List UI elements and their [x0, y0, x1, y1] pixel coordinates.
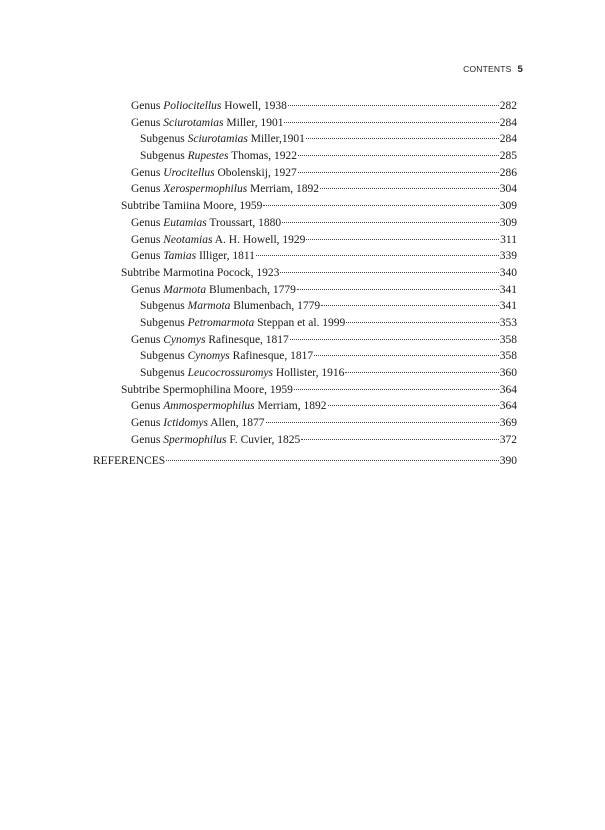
toc-entry-prefix: Subtribe Tamiina Moore, 1959 — [121, 200, 263, 213]
toc-entry[interactable] — [93, 315, 517, 332]
toc-entry[interactable] — [93, 215, 517, 232]
toc-entry[interactable] — [93, 432, 517, 449]
toc-entry-authority: A. H. Howell, 1929 — [212, 233, 306, 246]
dot-leader — [290, 339, 499, 340]
toc-entry-page: 282 — [499, 100, 517, 112]
toc-entry-title — [140, 131, 305, 148]
dot-leader — [280, 272, 498, 273]
toc-entry[interactable] — [93, 98, 517, 115]
toc-entry[interactable] — [93, 332, 517, 349]
toc-entry-prefix: Genus — [131, 116, 164, 129]
toc-entry-prefix: Genus — [131, 183, 164, 196]
dot-leader — [282, 222, 499, 223]
toc-entry-prefix: Genus — [131, 333, 164, 346]
toc-entry-title — [93, 453, 165, 470]
toc-entry[interactable] — [93, 131, 517, 148]
toc-entry[interactable] — [93, 382, 517, 399]
toc-entry-prefix: Genus — [131, 250, 164, 263]
toc-entry-taxon: Spermophilus — [163, 433, 227, 446]
toc-entry-title — [131, 115, 283, 132]
toc-entry-title — [140, 148, 297, 165]
toc-entry-prefix: Subtribe Marmotina Pocock, 1923 — [121, 266, 280, 279]
toc-entry-title — [131, 415, 265, 432]
toc-entry-authority: Blumenbach, 1779 — [230, 300, 321, 313]
toc-entry-taxon: Urocitellus — [163, 166, 215, 179]
toc-entry-title — [131, 215, 281, 232]
toc-entry-page: 284 — [499, 116, 517, 129]
toc-entry-page: 284 — [499, 133, 517, 146]
toc-entry-page: 339 — [499, 250, 517, 263]
toc-entry[interactable] — [93, 348, 517, 365]
dot-leader — [306, 239, 499, 240]
toc-entry[interactable] — [93, 365, 517, 382]
toc-entry-prefix: Subgenus — [140, 316, 188, 329]
toc-entry-prefix: Genus — [131, 417, 164, 430]
dot-leader — [263, 205, 498, 206]
toc-entry-title — [140, 348, 313, 365]
toc-entry-taxon: Xerospermophilus — [163, 183, 248, 196]
dot-leader — [298, 172, 499, 173]
toc-entry[interactable] — [93, 181, 517, 198]
toc-entry-title — [131, 181, 319, 198]
toc-entry-title — [131, 232, 305, 249]
dot-leader — [297, 289, 499, 290]
toc-entry-title — [121, 382, 293, 399]
running-header — [463, 64, 523, 75]
toc-entry-page: 341 — [499, 300, 517, 313]
toc-entry-prefix: Subgenus — [140, 367, 188, 379]
toc-entry-title — [140, 365, 344, 382]
toc-entry-prefix: Genus — [131, 283, 164, 296]
dot-leader — [314, 355, 499, 356]
toc-entry-page: 372 — [499, 433, 517, 446]
toc-entry-page: 285 — [499, 150, 517, 163]
toc-entry-prefix: Subgenus — [140, 300, 188, 313]
toc-entry-title — [131, 432, 300, 449]
toc-entry[interactable] — [93, 248, 517, 265]
toc-entry-authority: Obolenskij, 1927 — [214, 166, 297, 179]
toc-entry-title — [131, 98, 287, 115]
toc-entry-title — [131, 248, 255, 265]
toc-entry-page: 364 — [499, 400, 517, 413]
toc-entry-title — [131, 282, 296, 299]
toc-entry-authority: Allen, 1877 — [207, 417, 265, 430]
toc-entry-authority: Miller, 1901 — [223, 116, 284, 129]
toc-entry-prefix: Genus — [131, 433, 164, 446]
toc-entry[interactable] — [93, 198, 517, 215]
toc-entry-authority: Blumenbach, 1779 — [206, 283, 296, 296]
toc-entry-title — [131, 165, 297, 182]
toc-entry-taxon: Leucocrossuromys — [187, 367, 274, 379]
toc-entry-page: 364 — [499, 383, 517, 396]
toc-entry-prefix: Subgenus — [140, 350, 188, 363]
table-of-contents — [93, 98, 517, 470]
toc-entry-prefix: Genus — [131, 100, 164, 112]
toc-entry-taxon: Petromarmota — [187, 316, 255, 329]
dot-leader — [288, 105, 499, 106]
toc-entry-page: 340 — [499, 266, 517, 279]
dot-leader — [321, 305, 499, 306]
toc-entry-taxon: Ictidomys — [163, 417, 208, 430]
toc-entry-taxon: Ammospermophilus — [163, 400, 255, 413]
dot-leader — [266, 422, 499, 423]
dot-leader — [298, 155, 499, 156]
toc-entry[interactable] — [93, 282, 517, 299]
toc-entry-authority: Merriam, 1892 — [254, 400, 327, 413]
toc-entry-authority: Howell, 1938 — [221, 100, 287, 112]
section-title: CONTENTS — [463, 64, 512, 74]
toc-entry[interactable] — [93, 415, 517, 432]
dot-leader — [166, 460, 499, 461]
toc-entry-title — [121, 198, 262, 215]
toc-entry-prefix: Subgenus — [140, 150, 188, 163]
toc-entry-prefix: Subgenus — [140, 133, 188, 146]
toc-entry-authority: Troussart, 1880 — [206, 216, 282, 229]
toc-entry-authority: F. Cuvier, 1825 — [226, 433, 301, 446]
toc-entry-taxon: Neotamias — [163, 233, 213, 246]
toc-entry-page: 341 — [499, 283, 517, 296]
toc-entry-title — [140, 298, 320, 315]
toc-entry-taxon: Eutamias — [163, 216, 207, 229]
toc-entry-prefix: Genus — [131, 166, 164, 179]
toc-entry-prefix: Genus — [131, 233, 164, 246]
page-number: 5 — [517, 64, 523, 75]
toc-entry-page: 369 — [499, 417, 517, 430]
toc-entry-page: 358 — [499, 350, 517, 363]
toc-entry-taxon: Tamias — [163, 250, 197, 263]
dot-leader — [306, 138, 499, 139]
toc-entry-prefix: REFERENCES — [93, 455, 166, 468]
toc-entry-title — [140, 315, 345, 332]
toc-entry-taxon: Marmota — [163, 283, 207, 296]
toc-entry-authority: Rafinesque, 1817 — [205, 333, 289, 346]
toc-entry-page: 311 — [500, 233, 517, 246]
toc-entry-taxon: Sciurotamias — [163, 116, 224, 129]
toc-entry-authority: Miller,1901 — [247, 133, 305, 146]
toc-entry-page: 360 — [499, 367, 517, 379]
toc-entry[interactable] — [93, 165, 517, 182]
toc-entry-authority: Rafinesque, 1817 — [229, 350, 314, 363]
toc-entry-authority: Illiger, 1811 — [196, 250, 255, 263]
toc-entry-taxon: Marmota — [187, 300, 231, 313]
dot-leader — [284, 122, 498, 123]
dot-leader — [346, 322, 498, 323]
toc-entry-page: 304 — [499, 183, 517, 196]
toc-entry[interactable] — [93, 453, 517, 470]
toc-entry-taxon: Poliocitellus — [163, 100, 222, 112]
toc-entry-taxon: Rupestes — [187, 150, 229, 163]
toc-entry-prefix: Subtribe Spermophilina Moore, 1959 — [121, 383, 293, 396]
toc-entry-page: 390 — [499, 455, 517, 468]
dot-leader — [294, 389, 499, 390]
toc-entry-page: 309 — [499, 216, 517, 229]
toc-entry-authority: Thomas, 1922 — [228, 150, 297, 163]
toc-entry[interactable] — [93, 298, 517, 315]
toc-entry-title — [121, 265, 279, 282]
toc-entry-page: 309 — [499, 200, 517, 213]
toc-entry-prefix: Genus — [131, 216, 164, 229]
dot-leader — [345, 372, 498, 373]
toc-entry-page: 358 — [499, 333, 517, 346]
dot-leader — [256, 255, 499, 256]
toc-entry-authority: Steppan et al. 1999 — [254, 316, 346, 329]
toc-entry-taxon: Cynomys — [187, 350, 230, 363]
toc-entry-page: 286 — [499, 166, 517, 179]
dot-leader — [320, 188, 499, 189]
toc-entry-authority: Merriam, 1892 — [247, 183, 320, 196]
dot-leader — [328, 405, 499, 406]
toc-entry-page: 353 — [499, 316, 517, 329]
toc-entry-title — [131, 332, 289, 349]
toc-entry-taxon: Cynomys — [163, 333, 206, 346]
toc-entry-authority: Hollister, 1916 — [273, 367, 345, 379]
toc-entry-taxon: Sciurotamias — [187, 133, 248, 146]
toc-entry-title — [131, 398, 327, 415]
toc-entry[interactable] — [93, 148, 517, 165]
toc-entry[interactable] — [93, 398, 517, 415]
toc-entry[interactable] — [93, 232, 517, 249]
toc-entry[interactable] — [93, 265, 517, 282]
dot-leader — [301, 439, 499, 440]
toc-entry-prefix: Genus — [131, 400, 164, 413]
toc-entry[interactable] — [93, 115, 517, 132]
